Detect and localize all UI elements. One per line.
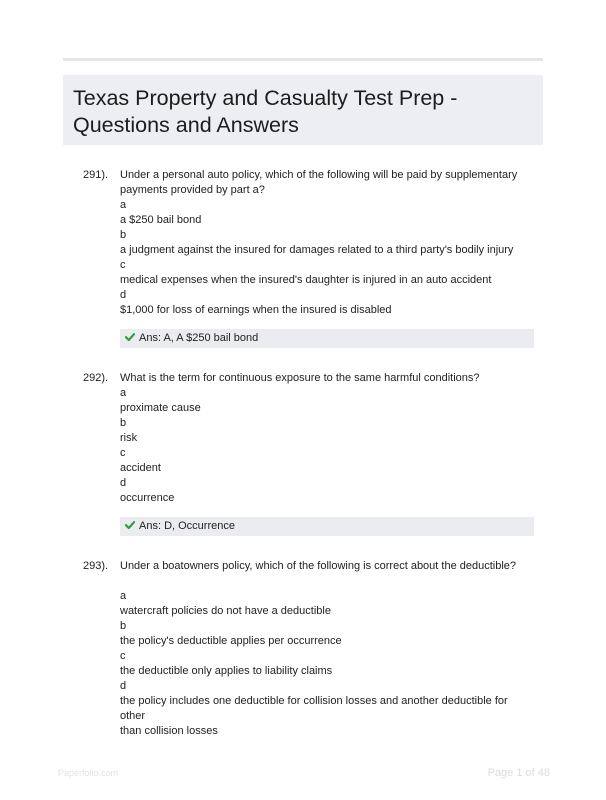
option-letter: c [120, 650, 126, 662]
question-stem: Under a boatowners policy, which of the following is correct about the deductible? [120, 560, 517, 572]
option-letter: b [120, 620, 127, 632]
answer-box [120, 517, 534, 536]
option-text: occurrence [120, 492, 175, 504]
option-text: a $250 bail bond [120, 214, 202, 226]
option-text: proximate cause [120, 402, 201, 414]
option-letter: a [120, 387, 127, 399]
question-stem: Under a personal auto policy, which of the following will be paid by supplementary [120, 169, 518, 181]
option-text: watercraft policies do not have a deductible [120, 605, 331, 617]
title-banner [63, 75, 543, 145]
option-text: than collision losses [120, 725, 218, 737]
option-text: a judgment against the insured for damages related to a third party's bodily injury [120, 244, 514, 256]
page-title [71, 85, 533, 139]
question-number: 292). [83, 372, 109, 384]
option-text: accident [120, 462, 161, 474]
question-number: 291). [83, 169, 109, 181]
question-stem-block [120, 559, 535, 574]
option-text: the policy includes one deductible for collision losses and another deductible for other [120, 695, 508, 722]
top-divider [63, 58, 543, 61]
option-text: medical expenses when the insured's daughter is injured in an auto accident [120, 274, 492, 286]
option-letter: d [120, 477, 127, 489]
question-body [120, 589, 535, 739]
answer-box [120, 329, 534, 348]
answer-text: Ans: D, Occurrence [139, 520, 235, 532]
check-icon [125, 520, 135, 530]
option-letter: a [120, 199, 127, 211]
question-body [120, 168, 535, 318]
question-number: 293). [83, 560, 109, 572]
option-text: risk [120, 432, 138, 444]
option-text: the policy's deductible applies per occurrence [120, 635, 342, 647]
option-text: the deductible only applies to liability claims [120, 665, 333, 677]
option-text: $1,000 for loss of earnings when the insured is disabled [120, 304, 392, 316]
answer-text: Ans: A, A $250 bail bond [139, 332, 259, 344]
title-line-1: Texas Property and Casualty Test Prep - [73, 86, 458, 110]
option-letter: a [120, 590, 127, 602]
question-stem: What is the term for continuous exposure to the same harmful conditions? [120, 372, 480, 384]
option-letter: d [120, 289, 127, 301]
option-letter: d [120, 680, 127, 692]
footer-site-watermark: Paperfolio.com [58, 768, 119, 778]
question-body [120, 371, 535, 506]
page-number: Page 1 of 48 [487, 767, 550, 779]
check-icon [125, 332, 135, 342]
option-letter: b [120, 417, 127, 429]
title-line-2: Questions and Answers [73, 113, 299, 137]
option-letter: b [120, 229, 127, 241]
question-stem: payments provided by part a? [120, 184, 265, 196]
option-letter: c [120, 447, 126, 459]
option-letter: c [120, 259, 126, 271]
